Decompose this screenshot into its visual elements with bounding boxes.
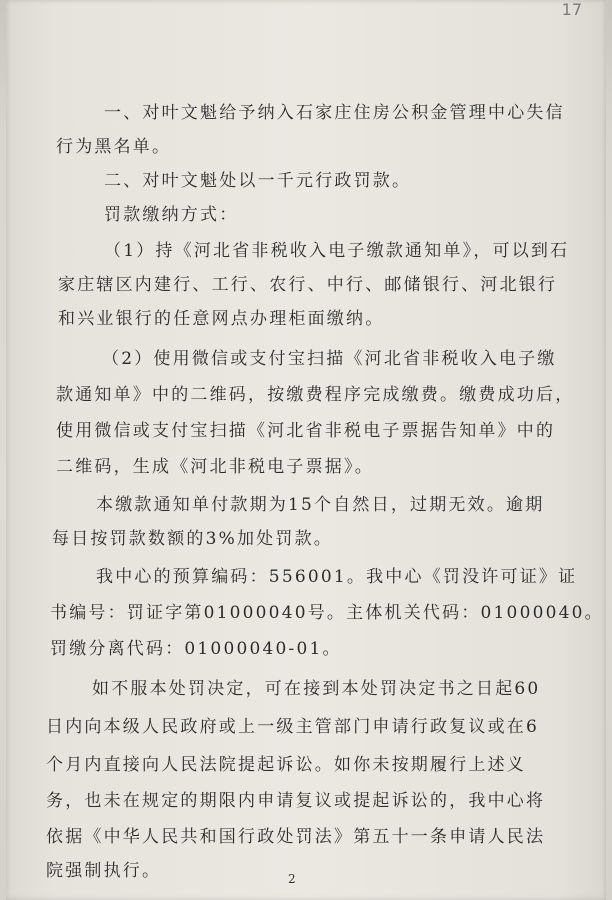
text-line-8: （2）使用微信或支付宝扫描《河北省非税收入电子缴 xyxy=(102,349,557,369)
text-line-19: 个月内直接向人民法院提起诉讼。如你未按期履行上述义 xyxy=(46,755,526,775)
text-line-1: 一、对叶文魁给予纳入石家庄住房公积金管理中心失信 xyxy=(104,103,565,123)
text-line-18: 日内向本级人民政府或上一级主管部门申请行政复议或在6 xyxy=(46,717,540,737)
text-line-3: 二、对叶文魁处以一千元行政罚款。 xyxy=(104,171,412,191)
text-line-6: 家庄辖区内建行、工行、农行、中行、邮储银行、河北银行 xyxy=(58,275,558,295)
text-line-4: 罚款缴纳方式： xyxy=(104,205,239,225)
text-line-15: 书编号：罚证字第01000040号。主体机关代码：01000040。 xyxy=(50,603,604,623)
text-line-11: 二维码，生成《河北非税电子票据》。 xyxy=(56,457,374,477)
page-corner-mark: 17 xyxy=(561,0,582,19)
text-line-22: 院强制执行。 xyxy=(46,861,162,881)
text-line-21: 依据《中华人民共和国行政处罚法》第五十一条申请人民法 xyxy=(46,827,546,847)
text-line-5: （1）持《河北省非税收入电子缴款通知单》，可以到石 xyxy=(104,241,570,261)
text-line-7: 和兴业银行的任意网点办理柜面缴纳。 xyxy=(58,309,385,329)
text-line-17: 如不服本处罚决定，可在接到本处罚决定书之日起60 xyxy=(92,679,541,699)
text-line-16: 罚缴分离代码：01000040-01。 xyxy=(50,639,342,659)
text-line-9: 款通知单》中的二维码，按缴费程序完成缴费。缴费成功后， xyxy=(56,385,575,405)
page-number: 2 xyxy=(288,872,296,886)
text-line-12: 本缴款通知单付款期为15个自然日，过期无效。逾期 xyxy=(96,495,545,515)
text-line-14: 我中心的预算编码：556001。我中心《罚没许可证》证 xyxy=(96,567,578,587)
text-line-13: 每日按罚款数额的3%加处罚款。 xyxy=(52,529,333,549)
text-line-10: 使用微信或支付宝扫描《河北省非税电子票据告知单》中的 xyxy=(56,421,556,441)
text-line-2: 行为黑名单。 xyxy=(56,137,172,157)
text-line-20: 务，也未在规定的期限内申请复议或提起诉讼的，我中心将 xyxy=(46,791,546,811)
document-page xyxy=(6,0,606,900)
